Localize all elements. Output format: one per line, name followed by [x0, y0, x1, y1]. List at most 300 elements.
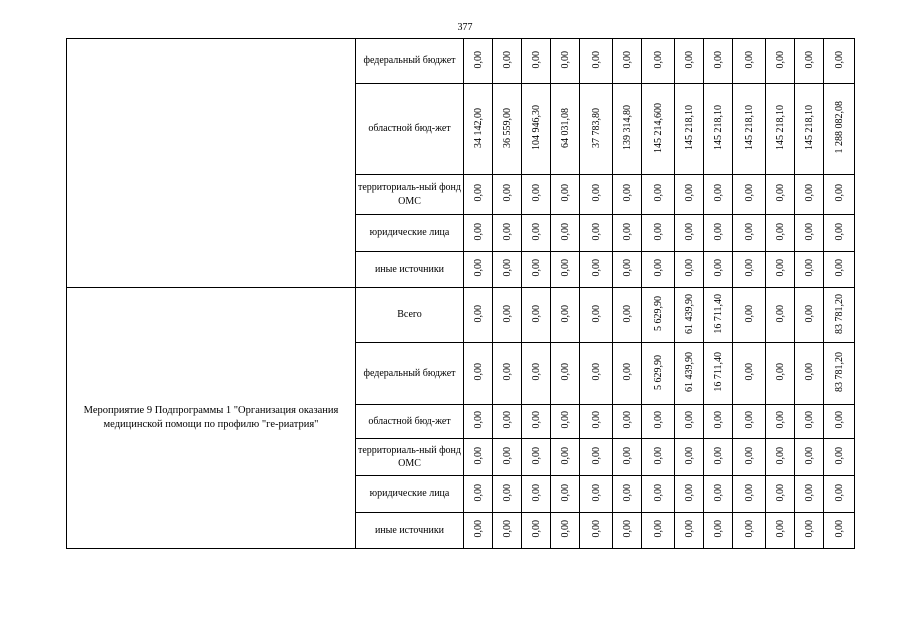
- value-text: 0,00: [712, 446, 724, 465]
- value-text: 0,00: [743, 483, 755, 502]
- value-cell: [613, 439, 642, 476]
- value-cell: [493, 252, 522, 288]
- value-cell: [733, 215, 766, 252]
- value-text: 0,00: [833, 50, 845, 69]
- value-cell: [704, 175, 733, 215]
- value-cell: [675, 252, 704, 288]
- value-text: 0,00: [774, 520, 786, 538]
- value-text: 0,00: [743, 411, 755, 429]
- value-cell: [522, 215, 551, 252]
- value-cell: [580, 215, 613, 252]
- value-text: 0,00: [559, 483, 571, 502]
- value-cell: [613, 343, 642, 405]
- value-cell: [551, 84, 580, 175]
- value-cell: [824, 175, 855, 215]
- value-text: 0,00: [501, 411, 513, 429]
- value-text: 0,00: [621, 411, 633, 429]
- value-cell: [464, 39, 493, 84]
- value-cell: [733, 252, 766, 288]
- value-cell: [613, 84, 642, 175]
- value-cell: [522, 84, 551, 175]
- value-cell: [824, 215, 855, 252]
- value-cell: [551, 175, 580, 215]
- value-text: 0,00: [621, 363, 633, 381]
- value-cell: [464, 476, 493, 513]
- value-text: 0,00: [743, 222, 755, 241]
- value-cell: [704, 343, 733, 405]
- value-text: 0,00: [712, 483, 724, 502]
- value-text: 0,00: [590, 50, 602, 69]
- value-text: 0,00: [590, 411, 602, 429]
- table-row: [67, 39, 855, 84]
- value-text: 0,00: [712, 520, 724, 538]
- value-text: 0,00: [712, 222, 724, 241]
- value-cell: [464, 288, 493, 343]
- value-cell: [824, 405, 855, 439]
- value-cell: [733, 439, 766, 476]
- funding-source-label: федеральный бюджет: [356, 343, 464, 405]
- value-cell: [493, 175, 522, 215]
- value-cell: [580, 405, 613, 439]
- value-cell: [522, 405, 551, 439]
- value-text: 0,00: [621, 259, 633, 277]
- value-cell: [824, 439, 855, 476]
- value-cell: [493, 405, 522, 439]
- value-text: 0,00: [652, 222, 664, 241]
- value-text: 0,00: [559, 520, 571, 538]
- value-cell: [522, 252, 551, 288]
- value-cell: [493, 39, 522, 84]
- value-text: 0,00: [774, 411, 786, 429]
- value-text: 0,00: [501, 446, 513, 465]
- value-text: 0,00: [472, 50, 484, 69]
- value-text: 0,00: [530, 520, 542, 538]
- value-cell: [675, 439, 704, 476]
- value-text: 0,00: [652, 520, 664, 538]
- value-cell: [766, 405, 795, 439]
- value-cell: [522, 288, 551, 343]
- value-cell: [580, 343, 613, 405]
- value-text: 0,00: [472, 304, 484, 323]
- value-cell: [642, 405, 675, 439]
- value-text: 145 218,10: [774, 105, 786, 150]
- value-cell: [464, 175, 493, 215]
- value-cell: [613, 288, 642, 343]
- value-text: 0,00: [683, 483, 695, 502]
- value-cell: [580, 175, 613, 215]
- value-text: 0,00: [774, 483, 786, 502]
- value-cell: [464, 252, 493, 288]
- value-cell: [766, 476, 795, 513]
- value-cell: [675, 405, 704, 439]
- value-text: 0,00: [803, 222, 815, 241]
- value-text: 0,00: [803, 363, 815, 381]
- value-text: 0,00: [559, 184, 571, 202]
- value-cell: [551, 513, 580, 549]
- value-cell: [795, 175, 824, 215]
- value-cell: [766, 439, 795, 476]
- value-cell: [464, 513, 493, 549]
- value-cell: [493, 439, 522, 476]
- value-text: 0,00: [803, 483, 815, 502]
- value-text: 145 218,10: [803, 105, 815, 150]
- value-text: 0,00: [743, 304, 755, 323]
- section-title-cell: [67, 39, 356, 288]
- value-cell: [642, 39, 675, 84]
- value-cell: [613, 252, 642, 288]
- value-text: 0,00: [621, 520, 633, 538]
- value-cell: [766, 252, 795, 288]
- value-text: 0,00: [774, 304, 786, 323]
- value-cell: [795, 343, 824, 405]
- budget-table: [66, 38, 855, 549]
- value-text: 0,00: [803, 304, 815, 323]
- value-cell: [613, 39, 642, 84]
- value-text: 0,00: [712, 50, 724, 69]
- value-text: 0,00: [652, 184, 664, 202]
- value-text: 0,00: [501, 520, 513, 538]
- value-cell: [675, 513, 704, 549]
- value-cell: [795, 439, 824, 476]
- value-cell: [766, 288, 795, 343]
- value-text: 16 711,40: [712, 352, 724, 392]
- value-text: 0,00: [472, 363, 484, 381]
- value-cell: [704, 405, 733, 439]
- value-text: 0,00: [652, 446, 664, 465]
- value-cell: [580, 439, 613, 476]
- value-cell: [675, 175, 704, 215]
- value-text: 0,00: [501, 363, 513, 381]
- value-cell: [733, 84, 766, 175]
- value-cell: [766, 175, 795, 215]
- value-text: 0,00: [803, 50, 815, 69]
- value-text: 0,00: [501, 483, 513, 502]
- value-text: 0,00: [590, 304, 602, 323]
- value-cell: [795, 39, 824, 84]
- value-text: 0,00: [472, 483, 484, 502]
- value-text: 0,00: [774, 446, 786, 465]
- value-text: 0,00: [683, 222, 695, 241]
- funding-source-label: иные источники: [356, 252, 464, 288]
- value-cell: [580, 39, 613, 84]
- value-text: 0,00: [530, 184, 542, 202]
- value-text: 145 218,10: [683, 105, 695, 150]
- value-text: 0,00: [683, 259, 695, 277]
- value-text: 0,00: [803, 259, 815, 277]
- value-text: 0,00: [530, 363, 542, 381]
- value-text: 0,00: [803, 184, 815, 202]
- value-cell: [551, 288, 580, 343]
- value-text: 0,00: [621, 184, 633, 202]
- value-text: 0,00: [501, 259, 513, 277]
- value-cell: [493, 288, 522, 343]
- value-cell: [580, 84, 613, 175]
- value-text: 0,00: [501, 184, 513, 202]
- value-text: 34 142,00: [472, 107, 484, 148]
- value-cell: [824, 252, 855, 288]
- funding-source-label: территориаль-ный фонд ОМС: [356, 175, 464, 215]
- section-title: Мероприятие 9 Подпрограммы 1 "Организация оказания медицинской помощи по профилю "ге-риатрия": [83, 404, 339, 430]
- value-cell: [464, 84, 493, 175]
- value-cell: [766, 39, 795, 84]
- value-text: 0,00: [803, 520, 815, 538]
- value-text: 0,00: [590, 184, 602, 202]
- value-cell: [675, 476, 704, 513]
- value-cell: [642, 343, 675, 405]
- value-cell: [795, 513, 824, 549]
- value-cell: [522, 39, 551, 84]
- funding-source-label: Всего: [356, 288, 464, 343]
- value-cell: [733, 343, 766, 405]
- value-cell: [464, 439, 493, 476]
- value-cell: [493, 476, 522, 513]
- value-cell: [766, 84, 795, 175]
- value-text: 0,00: [743, 50, 755, 69]
- value-cell: [642, 476, 675, 513]
- value-text: 0,00: [683, 446, 695, 465]
- value-text: 0,00: [774, 363, 786, 381]
- value-text: 5 629,90: [652, 354, 664, 390]
- value-text: 0,00: [472, 411, 484, 429]
- value-text: 0,00: [833, 446, 845, 465]
- value-text: 0,00: [833, 222, 845, 241]
- value-cell: [824, 513, 855, 549]
- value-text: 0,00: [774, 222, 786, 241]
- value-text: 0,00: [559, 363, 571, 381]
- value-text: 36 559,00: [501, 107, 513, 148]
- value-cell: [642, 175, 675, 215]
- value-text: 0,00: [559, 222, 571, 241]
- value-cell: [704, 252, 733, 288]
- value-text: 0,00: [530, 259, 542, 277]
- value-cell: [795, 405, 824, 439]
- value-text: 0,00: [501, 304, 513, 323]
- funding-source-label: иные источники: [356, 513, 464, 549]
- value-text: 0,00: [712, 184, 724, 202]
- value-text: 5 629,90: [652, 296, 664, 331]
- value-cell: [642, 439, 675, 476]
- value-text: 83 781,20: [833, 293, 845, 334]
- value-cell: [493, 343, 522, 405]
- value-text: 0,00: [621, 483, 633, 502]
- value-cell: [795, 84, 824, 175]
- value-cell: [642, 513, 675, 549]
- value-cell: [733, 288, 766, 343]
- value-cell: [522, 175, 551, 215]
- value-cell: [522, 476, 551, 513]
- value-text: 0,00: [590, 222, 602, 241]
- value-text: 0,00: [652, 259, 664, 277]
- value-text: 0,00: [683, 411, 695, 429]
- value-cell: [493, 84, 522, 175]
- value-text: 0,00: [743, 520, 755, 538]
- value-text: 0,00: [559, 304, 571, 323]
- value-cell: [464, 215, 493, 252]
- value-cell: [795, 252, 824, 288]
- value-text: 0,00: [621, 304, 633, 323]
- value-cell: [824, 39, 855, 84]
- value-cell: [824, 84, 855, 175]
- value-cell: [580, 288, 613, 343]
- value-text: 0,00: [743, 446, 755, 465]
- value-text: 0,00: [559, 50, 571, 69]
- value-cell: [675, 343, 704, 405]
- table-row: [67, 288, 855, 343]
- value-text: 145 218,10: [712, 105, 724, 150]
- value-cell: [704, 439, 733, 476]
- value-text: 0,00: [683, 520, 695, 538]
- value-text: 0,00: [743, 259, 755, 277]
- value-text: 0,00: [590, 259, 602, 277]
- value-text: 0,00: [774, 50, 786, 69]
- value-cell: [675, 39, 704, 84]
- value-cell: [613, 405, 642, 439]
- value-cell: [580, 252, 613, 288]
- value-text: 0,00: [472, 446, 484, 465]
- value-text: 16 711,40: [712, 293, 724, 334]
- value-text: 139 314,80: [621, 105, 633, 150]
- value-text: 0,00: [652, 50, 664, 69]
- value-text: 0,00: [621, 446, 633, 465]
- value-text: 0,00: [712, 259, 724, 277]
- value-cell: [522, 439, 551, 476]
- value-cell: [766, 513, 795, 549]
- value-cell: [733, 405, 766, 439]
- value-cell: [704, 39, 733, 84]
- value-cell: [642, 84, 675, 175]
- value-cell: [795, 476, 824, 513]
- value-cell: [704, 215, 733, 252]
- value-text: 0,00: [530, 411, 542, 429]
- value-cell: [733, 175, 766, 215]
- funding-source-label: юридические лица: [356, 215, 464, 252]
- value-text: 0,00: [743, 184, 755, 202]
- value-text: 0,00: [833, 483, 845, 502]
- value-text: 0,00: [833, 411, 845, 429]
- value-cell: [704, 84, 733, 175]
- value-cell: [704, 288, 733, 343]
- value-text: 0,00: [621, 222, 633, 241]
- value-text: 0,00: [652, 483, 664, 502]
- value-text: 0,00: [683, 50, 695, 69]
- value-cell: [613, 175, 642, 215]
- value-text: 0,00: [559, 259, 571, 277]
- value-cell: [580, 476, 613, 513]
- funding-source-label: территориаль-ный фонд ОМС: [356, 439, 464, 476]
- value-cell: [551, 405, 580, 439]
- value-cell: [795, 215, 824, 252]
- value-text: 0,00: [501, 222, 513, 241]
- value-cell: [551, 476, 580, 513]
- funding-source-label: областной бюд-жет: [356, 84, 464, 175]
- value-cell: [675, 215, 704, 252]
- value-cell: [613, 513, 642, 549]
- value-cell: [824, 476, 855, 513]
- value-text: 0,00: [803, 446, 815, 465]
- value-text: 61 439,90: [683, 352, 695, 392]
- value-cell: [551, 215, 580, 252]
- value-text: 145 218,10: [743, 105, 755, 150]
- value-cell: [493, 513, 522, 549]
- value-text: 0,00: [472, 222, 484, 241]
- value-text: 0,00: [833, 520, 845, 538]
- value-text: 0,00: [590, 520, 602, 538]
- value-cell: [464, 405, 493, 439]
- value-text: 0,00: [774, 184, 786, 202]
- value-text: 37 783,80: [590, 107, 602, 148]
- value-text: 0,00: [530, 50, 542, 69]
- value-text: 0,00: [472, 259, 484, 277]
- value-cell: [642, 288, 675, 343]
- value-cell: [522, 343, 551, 405]
- value-text: 0,00: [472, 184, 484, 202]
- value-cell: [522, 513, 551, 549]
- value-cell: [580, 513, 613, 549]
- value-cell: [551, 439, 580, 476]
- value-cell: [795, 288, 824, 343]
- value-text: 0,00: [683, 184, 695, 202]
- value-text: 0,00: [833, 184, 845, 202]
- value-cell: [766, 343, 795, 405]
- value-cell: [551, 343, 580, 405]
- value-cell: [613, 476, 642, 513]
- value-text: 1 288 082,08: [833, 101, 845, 154]
- value-cell: [733, 476, 766, 513]
- value-text: 0,00: [472, 520, 484, 538]
- value-text: 145 214,600: [652, 102, 664, 153]
- value-cell: [642, 252, 675, 288]
- value-text: 0,00: [621, 50, 633, 69]
- value-cell: [551, 252, 580, 288]
- value-cell: [642, 215, 675, 252]
- section-title-cell: [67, 288, 356, 549]
- value-text: 0,00: [530, 304, 542, 323]
- value-text: 0,00: [590, 363, 602, 381]
- value-text: 0,00: [590, 483, 602, 502]
- value-cell: [675, 84, 704, 175]
- value-text: 104 946,30: [530, 105, 542, 150]
- funding-source-label: юридические лица: [356, 476, 464, 513]
- value-text: 0,00: [774, 259, 786, 277]
- value-cell: [493, 215, 522, 252]
- value-text: 61 439,90: [683, 293, 695, 334]
- value-text: 0,00: [530, 483, 542, 502]
- value-text: 0,00: [559, 411, 571, 429]
- funding-source-label: федеральный бюджет: [356, 39, 464, 84]
- funding-source-label: областной бюд-жет: [356, 405, 464, 439]
- value-text: 64 031,08: [559, 107, 571, 148]
- value-text: 0,00: [530, 222, 542, 241]
- value-text: 0,00: [833, 259, 845, 277]
- value-cell: [824, 343, 855, 405]
- value-text: 0,00: [712, 411, 724, 429]
- value-text: 0,00: [803, 411, 815, 429]
- value-text: 0,00: [590, 446, 602, 465]
- value-cell: [675, 288, 704, 343]
- value-cell: [733, 513, 766, 549]
- value-text: 0,00: [501, 50, 513, 69]
- value-cell: [733, 39, 766, 84]
- value-text: 0,00: [652, 411, 664, 429]
- value-cell: [613, 215, 642, 252]
- value-text: 0,00: [743, 363, 755, 381]
- value-text: 0,00: [530, 446, 542, 465]
- value-cell: [704, 513, 733, 549]
- page-number: 377: [457, 22, 473, 33]
- value-cell: [551, 39, 580, 84]
- value-text: 0,00: [559, 446, 571, 465]
- value-cell: [766, 215, 795, 252]
